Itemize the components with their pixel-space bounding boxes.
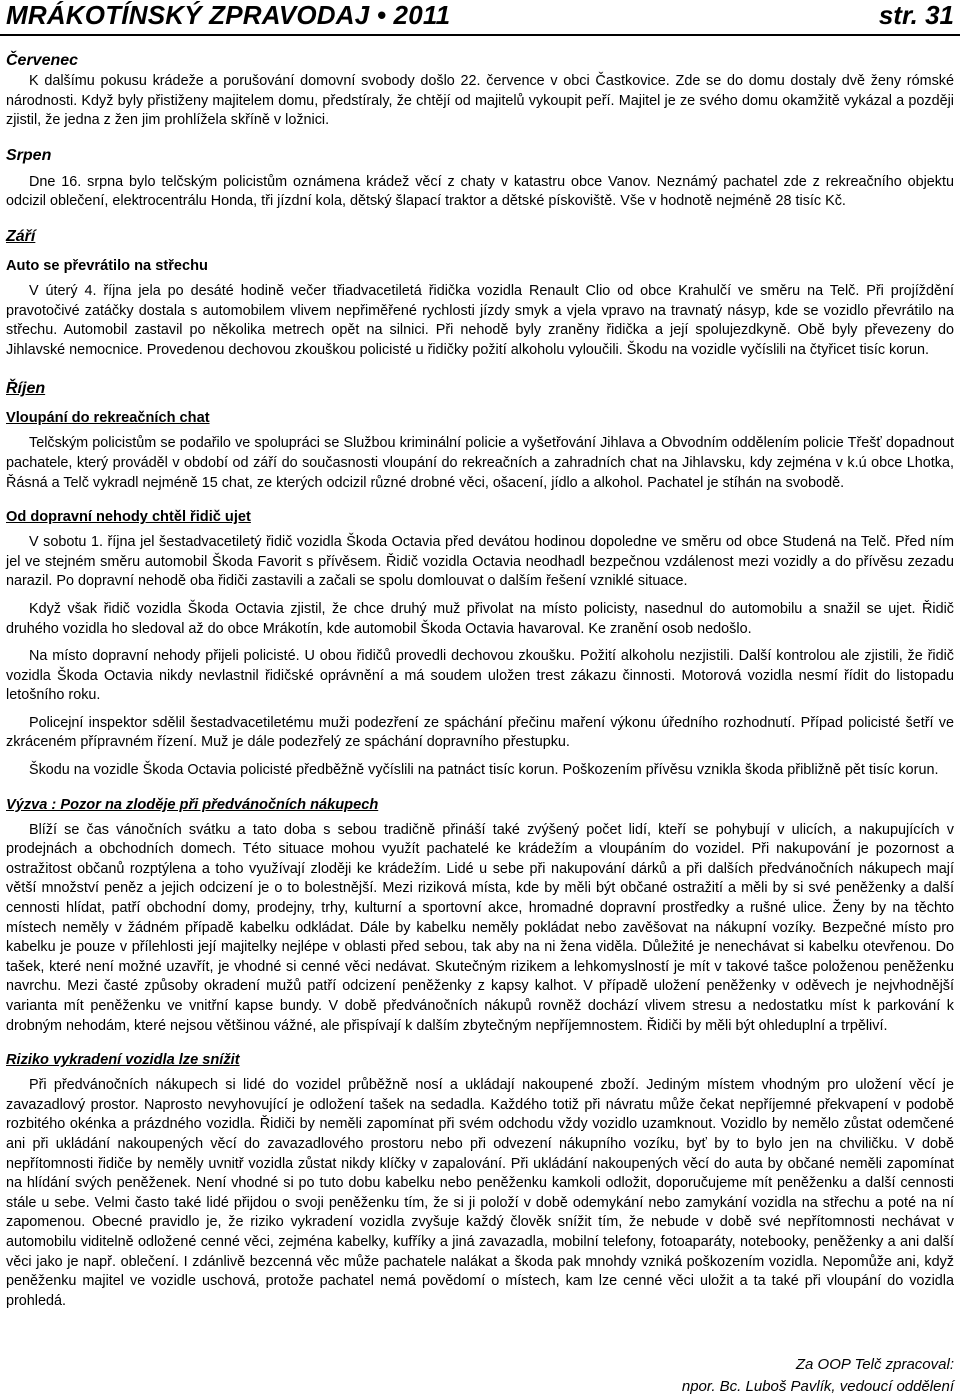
signature-line-2: npor. Bc. Luboš Pavlík, vedoucí oddělení <box>681 1378 954 1395</box>
signature-line-1: Za OOP Telč zpracoval: <box>795 1356 954 1373</box>
page-number: str. 31 <box>878 0 954 30</box>
paragraph-vloupani: Telčským policistům se podařilo ve spolupráci se Službou kriminální policie a vyšetřování Jihlava a Obvodním oddělením policie Třešť dopadnout pachatele, který prováděl v období od září do současnosti vloupání do rekreačních a zahradních chat na Jihlavsku, kdy zejména v k.ú obce Lhotka, Řásná a Telč vykradl nejméně 15 chat, ze kterých odcizil různé drobné věci, ošacení, jídlo a alkohol. Pachatel je stíhán na svobodě. <box>6 435 954 491</box>
page-header <box>0 0 960 33</box>
subheading-vyzva: Výzva : Pozor na zloděje při předvánočních nákupech <box>6 796 379 813</box>
subheading-riziko: Riziko vykradení vozidla lze snížit <box>6 1052 240 1069</box>
paragraph-vyzva: Blíží se čas vánočních svátku a tato doba s sebou tradičně přináší také zvýšený počet lidí, kteří se pohybují v ulicích, a nakupujících v prodejnách a obchodních domech. Této situace mohou využít pachatelé ke krádežím a vloupáním do vozidel. Při nakupování je pozornost a ostražitost občanů rozptýlena a toho využívají zloději ke krádežím. Lidé u sebe při nakupování dárků a při dalších předvánočních nákupech mají větší množství peněz a jejich odcizení je o to bolestnější. Mezi riziková místa, kde by měli být občané ostražití a měli by si své peněženky a další cennosti hlídat, patří obchodní domy, prodejny, trhy, kulturní a sportovní akce, hromadné dopravní prostředky a rušné ulice. Ženy by na těchto místech neměly v žádném případě kabelku odkládat. Dále by kabelku neměly pokládat nebo zavěšovat na nákupní vozíky. Bezpečné místo pro kabelku je pouze v přílehlosti její majitelky nejlépe v oblasti před sebou, tak aby na ni žena viděla. Důležité je nenechávat si kabelku otevřenou. Do tašek, které není možné uzavřít, je vhodné si cenné věci nedávat. Skutečným rizikem a lehkomyslností je mít v takové tašce položenou peněženku navrchu. Mezi časté způsoby okradení mužů patří odcizení peněženky z kapsy kalhot. V případě uložení peněženky v oděvech je nejvhodnější varianta mít peněženku ve vnitřní kapse bundy. V době předvánočních nákupů rovněž dochází vlivem stresu a nedostatku míst k parkování k drobným nehodám, které nejsou většinou vážné, ale přispívají k dalším zbytečným nepříjemnostem. Řidiči by měli být ohleduplní a trpěliví. <box>6 821 954 1034</box>
paragraph-nehoda-4: Policejní inspektor sdělil šestadvacetiletému muži podezření ze spáchání přečinu maření výkonu úředního rozhodnutí. Případ policisté šetří ve zkráceném přípravném řízení. Muž je dále podezřelý ze spáchání dopravního přestupku. <box>6 714 954 751</box>
header-rule <box>0 34 960 36</box>
paragraph-nehoda-2: Když však řidič vozidla Škoda Octavia zjistil, že chce druhý muž přivolat na místo policisty, nasednul do automobilu a snažil se ujet. Řidič druhého vozidla ho sledoval až do obce Mrákotín, kde automobil Škoda Octavia havaroval. Ke zranění osob nedošlo. <box>6 600 954 637</box>
paragraph-srpen: Dne 16. srpna bylo telčským policistům oznámena krádež věcí z chaty v katastru obce Vanov. Neznámý pachatel zde z rekreačního objektu odcizil oblečení, elektrocentrálu Honda, tři jízdní kola, dětský šlapací traktor a dětské pískoviště. Vše v hodnotě nejméně 28 tisíc Kč. <box>6 173 954 210</box>
paragraph-nehoda-3: Na místo dopravní nehody přijeli policisté. U obou řidičů provedli dechovou zkoušku. Požití alkoholu nezjistili. Další kontrolou ale zjistili, že řidič vozidla Škoda Octavia nikdy nevlastnil řidičské oprávnění a má soudem uložen trest zákazu činnosti. Motorová vozidla nesmí řídit do listopadu letošního roku. <box>6 648 954 704</box>
paragraph-nehoda-1: V sobotu 1. října jel šestadvacetiletý řidič vozidla Škoda Octavia před devátou hodinou dopoledne ve směru od obce Studená na Telč. Před ním jel ve stejném směru automobil Škoda Favorit s přívěsem. Řidič vozidla Octavia neodhadl bezpečnou vzdálenost mezi vozidly a do přívěsu zezadu narazil. Po dopravní nehodě oba řidiči zastavili a začali se spolu domlouvat o dalším řešení vzniklé situace. <box>6 534 954 590</box>
heading-rijen: Říjen <box>6 380 46 398</box>
subheading-vloupani: Vloupání do rekreačních chat <box>6 410 210 427</box>
subheading-auto-prevratilo: Auto se převrátilo na střechu <box>6 257 208 274</box>
paragraph-cervenec: K dalšímu pokusu krádeže a porušování domovní svobody došlo 22. července v obci Častkovice. Zde se do domu dostaly dvě ženy rómské národnosti. Když byly přistiženy majitelem domu, předstíraly, že chtějí od majitelů vykoupit peří. Majitel je ze svého domu okamžitě vykázal a později zjistil, že jedna z žen jim prohlížela skříně v ložnici. <box>6 73 954 129</box>
heading-srpen: Srpen <box>6 146 52 164</box>
paragraph-riziko: Při předvánočních nákupech si lidé do vozidel průběžně nosí a ukládají nakoupené zboží. Jediným místem vhodným pro uložení věcí je zavazadlový prostor. Naprosto nevyhovující je odložení tašek na sedadla. Každého totiž při návratu může čekat nepříjemné překvapení v podobě rozbitého okénka a prázdného vozidla. Řidiči by neměli zapomínat při svém odchodu vždy vozidlo uzamknout. Vozidlo by nemělo zůstat odemčené ani při ukládání nakoupených věcí do zavazadlového prostoru nebo při odvezení nákupního vozíku, byť by to bylo jen na chviličku. V době nepřítomnosti řidiče by neměly uvnitř vozidla zůstat nikdy klíčky v zapalování. Při ukládání nakoupených věcí do auta by občané neměli zapomínat na hlídání svých peněženek. Není vhodné si po tuto dobu kabelku nebo peněženku kamkoli odložit, doporučujeme mít peněženku a další cennosti stále u sebe. Velmi často také lidé přijdou o svoji peněženku tím, že si ji položí v době odemykání nebo zamykání vozidla na střechu a poté na ní zapomenou. Obecné pravidlo je, že riziko vykradení vozidla zvyšuje každý člověk snížit tím, že nebude v době své nepřítomnosti nechávat v automobilu viditelně odložené cenné věci, zejména kabelky, kufříky a jiná zavazadla, mobilní telefony, fotoaparáty, notebooky, peněženky a ani další věci jako je např. oblečení. I zdánlivě bezcenná věc může pachatele nalákat a škoda pak mnohdy vzniká poškozením vozidla. Nepomůže ani, když peněženku majitel ve vozidle uschová, protože pachatel nemá povědomí o místech, kam lze cenné věci uložit a ta také při vloupání do vozidla prohledá. <box>6 1077 954 1309</box>
article-body <box>6 50 954 1311</box>
subheading-dopravni-nehoda: Od dopravní nehody chtěl řidič ujet <box>6 509 251 526</box>
heading-zari: Září <box>6 227 36 245</box>
newsletter-title: MRÁKOTÍNSKÝ ZPRAVODAJ • 2011 <box>6 0 451 30</box>
author-signature <box>682 1354 954 1398</box>
heading-cervenec: Červenec <box>6 52 79 69</box>
paragraph-zari: V úterý 4. října jela po desáté hodině večer třiadvacetiletá řidička vozidla Renault Clio od obce Krahulčí ve směru na Telč. Při projíždění pravotočivé zatáčky dostala s automobilem vlivem nepřiměřené rychlosti jízdy smyk a vjela vpravo na travnatý násyp, kde se vozidlo převrátilo na střechu. Automobil zastavil po několika metrech opět na silnici. Při nehodě byly zraněny řidička a její spolujezdkyně. Obě byly převezeny do Jihlavské nemocnice. Provedenou dechovou zkouškou policisté u řidičky požití alkoholu vyloučili. Škodu na vozidle vyčíslili na čtyřicet tisíc korun. <box>6 282 954 358</box>
paragraph-nehoda-5: Škodu na vozidle Škoda Octavia policisté předběžně vyčíslili na patnáct tisíc korun. Poškozením přívěsu vznikla škoda přibližně pět tisíc korun. <box>29 762 939 779</box>
